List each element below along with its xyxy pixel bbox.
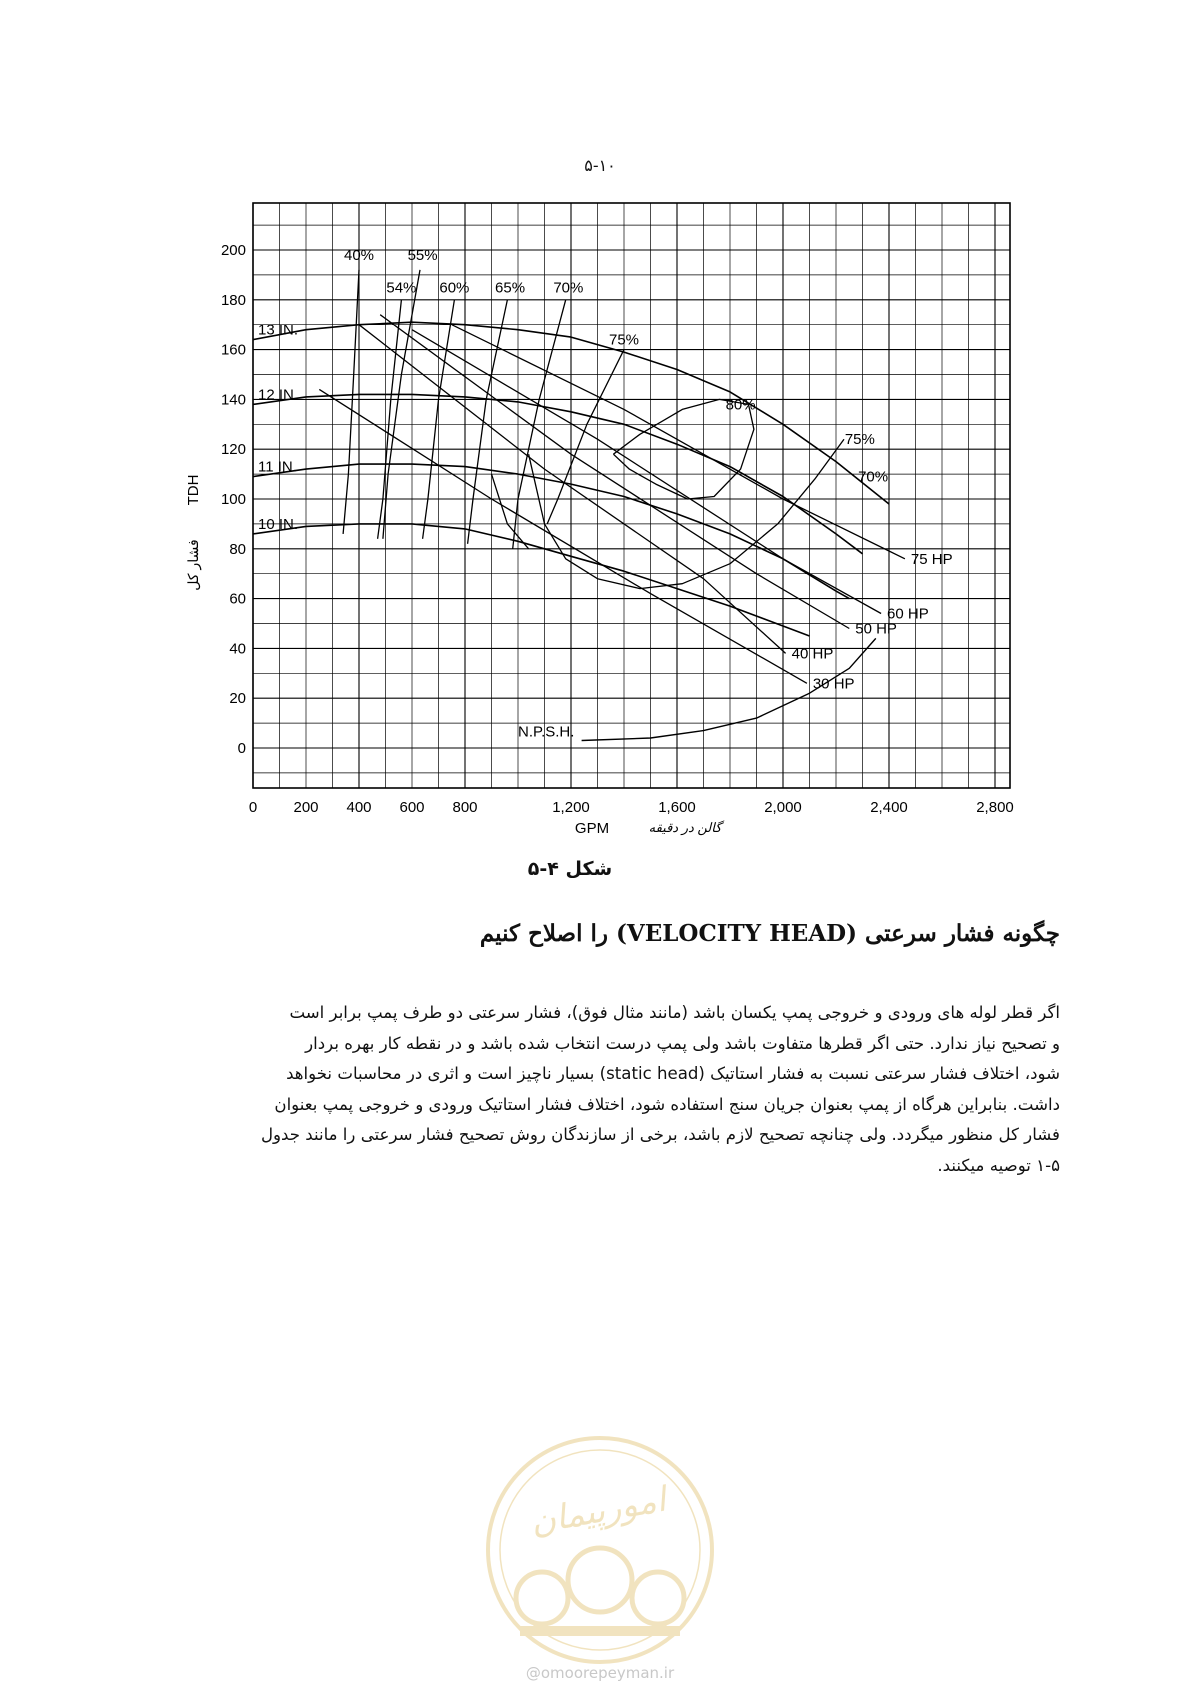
y-tick-label: 20 xyxy=(229,690,246,708)
efficiency-curve-label: 60% xyxy=(439,279,470,297)
watermark-brand-text: امورپیمان xyxy=(527,1480,669,1542)
efficiency-curve xyxy=(343,270,359,534)
paragraph-line: اگر قطر لوله های ورودی و خروجی پمپ یکسان باشد (مانند مثال فوق)، فشار سرعتی دو طرف پمپ برابر است xyxy=(289,1003,1060,1022)
x-axis-label-en: GPM xyxy=(574,820,610,837)
impeller-curve-label: 12 IN. xyxy=(258,386,299,404)
impeller-curve-label: 11 IN. xyxy=(258,458,297,476)
x-tick-label: 600 xyxy=(399,799,425,816)
paragraph-line: ۱-۵ توصیه میکنند. xyxy=(937,1155,1060,1175)
x-tick-label: 1,600 xyxy=(658,799,696,816)
paragraph-line: فشار کل منظور میگردد. ولی چنانچه تصحیح لازم باشد، برخی از سازندگان روش تصحیح فشار سرعتی را مانند جدول xyxy=(260,1125,1060,1144)
y-tick-label: 40 xyxy=(229,640,246,658)
paragraph-line: و تصحیح نیاز ندارد. حتی اگر قطرها متفاوت باشد ولی پمپ درست انتخاب شده باشد و در نقطه کار بهره بردار xyxy=(305,1033,1060,1053)
impeller-curve-label: 10 IN. xyxy=(258,515,299,533)
y-tick-label: 160 xyxy=(220,341,246,359)
y-tick-label: 80 xyxy=(229,540,246,558)
efficiency-curve-label: 75% xyxy=(844,431,875,449)
efficiency-curve-label: 80% xyxy=(725,396,756,414)
horsepower-line-label: 50 HP xyxy=(855,620,897,638)
plot-frame xyxy=(253,203,1010,788)
y-tick-label: 100 xyxy=(220,491,246,508)
y-axis-label-en: TDH xyxy=(185,474,202,506)
x-tick-label: 2,800 xyxy=(976,799,1014,816)
x-tick-label: 0 xyxy=(248,799,258,816)
chart-labels xyxy=(258,247,953,741)
watermark-logo xyxy=(480,1430,720,1670)
npsh-curve-label: N.P.S.H. xyxy=(518,723,575,741)
page-number: ۵-۱۰ xyxy=(584,156,616,175)
horsepower-line-label: 30 HP xyxy=(812,675,855,693)
y-tick-label: 60 xyxy=(229,590,246,608)
impeller-curve-label: 13 IN. xyxy=(258,321,299,339)
paragraph-line: داشت. بنابراین هرگاه از پمپ بعنوان جریان سنج استفاده شود، اختلاف فشار استاتیک ورودی و خروجی پمپ بعنوان xyxy=(274,1094,1060,1114)
horsepower-line xyxy=(380,315,849,629)
impeller-curve xyxy=(253,524,810,636)
horsepower-line-label: 40 HP xyxy=(791,645,834,663)
x-tick-label: 200 xyxy=(293,799,319,816)
efficiency-curve-label: 54% xyxy=(386,279,417,297)
y-tick-label: 0 xyxy=(237,740,246,757)
efficiency-curve-label: 40% xyxy=(343,246,375,264)
efficiency-curve-label: 70% xyxy=(553,279,584,297)
x-tick-label: 1,200 xyxy=(552,799,590,816)
section-heading: چگونه فشار سرعتی (VELOCITY HEAD) را اصلاح کنیم xyxy=(479,920,1060,947)
chart-curves xyxy=(253,270,905,741)
efficiency-curve-label: 55% xyxy=(407,246,438,264)
efficiency-curve xyxy=(378,300,402,539)
y-tick-label: 120 xyxy=(220,441,246,459)
efficiency-curve xyxy=(492,474,529,549)
y-axis-label-fa: فشار کل xyxy=(185,539,201,591)
efficiency-curve-label: 75% xyxy=(608,331,640,349)
efficiency-curve-label: 65% xyxy=(495,279,526,297)
horsepower-line-label: 75 HP xyxy=(910,550,953,568)
horsepower-line-label: 60 HP xyxy=(887,605,929,623)
x-tick-label: 2,000 xyxy=(764,799,802,816)
chart-grid xyxy=(253,203,1010,788)
horsepower-line xyxy=(412,330,881,614)
y-tick-label: 200 xyxy=(220,242,246,259)
footer-url: @omoorepeyman.ir xyxy=(525,1664,675,1682)
figure-caption: شکل ۴-۵ xyxy=(527,858,613,880)
body-paragraph xyxy=(140,998,1060,1181)
gear-icon xyxy=(516,1548,684,1624)
efficiency-curve-label: 70% xyxy=(858,468,889,486)
x-axis-label-fa: گالن در دقیقه xyxy=(648,820,722,835)
y-tick-label: 180 xyxy=(220,291,246,309)
x-tick-label: 2,400 xyxy=(870,799,908,816)
x-tick-label: 800 xyxy=(452,799,478,816)
x-tick-label: 400 xyxy=(346,799,372,816)
paragraph-line: شود، اختلاف فشار سرعتی نسبت به فشار استاتیک (static head) بسیار ناچیز است و اثری در محاسبات نخواهد xyxy=(286,1064,1060,1083)
y-tick-label: 140 xyxy=(220,391,246,409)
chart-ticks xyxy=(221,242,1014,816)
